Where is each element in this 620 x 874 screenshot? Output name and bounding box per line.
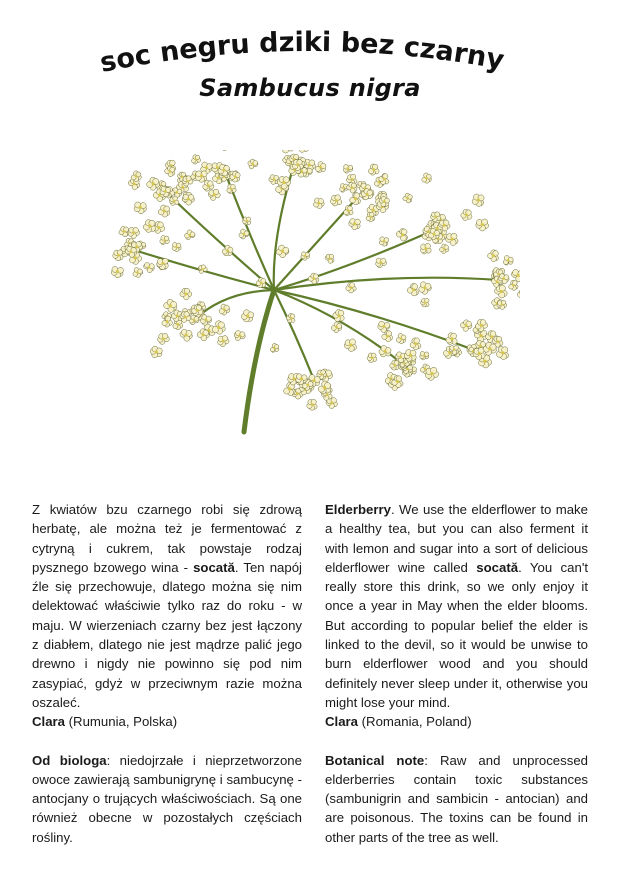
right-column-english bbox=[325, 500, 588, 847]
elder-floret bbox=[234, 331, 245, 341]
signature-pl bbox=[32, 712, 302, 731]
story-term-en: socată bbox=[476, 559, 519, 575]
title-latin: Sambucus nigra bbox=[199, 74, 421, 102]
elder-floret bbox=[347, 182, 357, 193]
elder-floret bbox=[503, 256, 513, 266]
story-label-en: Elderberry bbox=[325, 502, 391, 517]
elder-floret bbox=[330, 195, 341, 206]
elder-floret bbox=[128, 227, 140, 238]
elder-floret bbox=[269, 175, 279, 185]
elder-floret bbox=[227, 184, 236, 193]
elder-floret bbox=[366, 212, 375, 222]
elder-floret bbox=[446, 333, 457, 345]
elder-floret bbox=[133, 268, 143, 278]
arched-title bbox=[0, 0, 620, 80]
elder-floret bbox=[158, 205, 170, 217]
elder-floret bbox=[420, 351, 429, 359]
elder-floret bbox=[446, 233, 458, 245]
elder-floret bbox=[473, 348, 485, 360]
elder-floret bbox=[472, 194, 484, 206]
note-label-pl: Od biologa bbox=[32, 752, 107, 768]
title-romanian: soc negru bbox=[97, 28, 251, 79]
elder-floret bbox=[169, 196, 179, 205]
elder-floret bbox=[297, 150, 310, 152]
story-text-en-2: . You can't really store this drink, so we only enjoy it once a year in May when the elder blooms. But according to popular belief the elder is linked to the devil, so it would be unwise to burn elderflower wood and you should definitely never sleep under it, otherwise you might lose your mind. bbox=[325, 559, 588, 710]
note-label-en: Botanical note bbox=[325, 752, 425, 768]
elder-floret bbox=[180, 329, 192, 341]
elder-floret bbox=[496, 347, 508, 360]
elder-floret bbox=[420, 243, 431, 254]
elder-floret bbox=[200, 315, 211, 326]
elder-floret bbox=[208, 189, 220, 200]
botanical-note-en bbox=[325, 751, 588, 847]
elder-floret bbox=[276, 245, 289, 258]
story-term-pl: socată bbox=[193, 559, 235, 575]
story-text-en-1: . We use the elderflower to make a healthy tea, but you can also ferment it with lemon and sugar into a sort of delicious elderflower wine called bbox=[325, 502, 588, 575]
elder-floret bbox=[248, 159, 258, 169]
biology-note-pl bbox=[32, 751, 302, 847]
elder-floret bbox=[219, 304, 230, 315]
elder-floret bbox=[318, 381, 330, 394]
elder-floret bbox=[197, 329, 209, 341]
elder-floret bbox=[113, 250, 123, 261]
elder-floret bbox=[119, 226, 129, 236]
elder-floret bbox=[219, 150, 229, 151]
elder-floret bbox=[346, 282, 356, 293]
elder-floret bbox=[180, 288, 192, 300]
note-text-pl: : niedojrzałe i nieprzetworzone owoce zawierają sambunigrynę i sambucynę - antocjany o trujących właściwościach. Są one również obecne w pozostałych częściach rośliny. bbox=[32, 752, 302, 845]
elder-floret bbox=[343, 164, 353, 173]
elder-floret bbox=[403, 193, 412, 203]
blossoms bbox=[111, 150, 520, 410]
author-origin-pl: (Rumunia, Polska) bbox=[65, 714, 178, 730]
elder-floret bbox=[325, 254, 334, 263]
elder-floret bbox=[185, 230, 195, 240]
elder-floret bbox=[440, 244, 449, 254]
elder-floret bbox=[461, 209, 472, 220]
elder-floret bbox=[144, 262, 155, 272]
elder-floret bbox=[157, 258, 168, 269]
elderflower-umbel-illustration bbox=[104, 150, 520, 440]
elder-floret bbox=[419, 282, 432, 294]
elder-floret bbox=[350, 192, 361, 204]
elder-floret bbox=[134, 202, 146, 214]
elder-floret bbox=[143, 220, 155, 233]
elder-floret bbox=[344, 339, 356, 352]
elder-floret bbox=[509, 280, 518, 290]
elder-floret bbox=[131, 171, 141, 182]
elder-floret bbox=[376, 258, 387, 268]
elder-floret bbox=[165, 166, 175, 177]
elder-floret bbox=[218, 336, 229, 347]
elder-floret bbox=[333, 310, 344, 322]
elder-floret bbox=[308, 273, 319, 284]
elder-floret bbox=[488, 250, 499, 262]
elder-floret bbox=[331, 322, 342, 333]
elder-floret bbox=[307, 399, 317, 410]
elder-floret bbox=[150, 346, 162, 358]
elder-floret bbox=[281, 150, 294, 153]
elder-floret bbox=[111, 266, 123, 277]
signature-en bbox=[325, 712, 588, 731]
story-text-pl-1: Z kwiatów bzu czarnego robi się zdrową herbatę, ale można też je fermentować z cytryną i cukrem, tak powstaje rodzaj pysznego bzowego wina - bbox=[32, 502, 302, 575]
elder-floret bbox=[349, 218, 361, 229]
elder-floret bbox=[476, 219, 489, 231]
elder-floret bbox=[192, 155, 201, 164]
note-text-en: : Raw and unprocessed elderberries contain toxic substances (sambunigrin and sambicin - antocian) and are poisonous. The toxins can be found in other parts of the tree as well. bbox=[325, 752, 589, 845]
elder-floret bbox=[286, 313, 295, 322]
elder-floret bbox=[241, 310, 253, 322]
story-text-pl-2: . Ten napój źle się przechowuje, dlatego można się nim delektować właściwie tylko raz do roku - w maju. W wierzeniach czarny bez jest łączony z diabłem, dlatego nie jest mądrze palić jego drewno i nigdy nie powinno się pod nim zasypiać, gdyż w przeciwnym razie można oszaleć. bbox=[32, 559, 302, 710]
author-name-en: Clara bbox=[325, 714, 358, 730]
elder-floret bbox=[390, 360, 399, 370]
svg-text:soc negru dziki bez czarny bbox=[97, 27, 506, 79]
elder-floret bbox=[396, 229, 407, 241]
elder-floret bbox=[396, 333, 406, 343]
elder-floret bbox=[368, 164, 379, 175]
title-block bbox=[0, 0, 620, 120]
elder-floret bbox=[212, 321, 225, 334]
elder-floret bbox=[315, 162, 326, 173]
elder-floret bbox=[422, 173, 432, 183]
elder-floret bbox=[421, 298, 429, 307]
elder-floret bbox=[313, 198, 324, 209]
elder-floret bbox=[182, 194, 194, 205]
elder-floret bbox=[407, 283, 418, 295]
elder-floret bbox=[195, 171, 207, 182]
author-origin-en: (Romania, Poland) bbox=[358, 714, 472, 730]
elder-floret bbox=[270, 343, 279, 352]
elder-floret bbox=[410, 338, 421, 350]
elder-floret bbox=[256, 278, 266, 288]
title-polish: dziki bez czarny bbox=[258, 26, 507, 77]
elder-floret bbox=[172, 243, 181, 252]
elder-floret bbox=[160, 236, 170, 245]
elder-floret bbox=[158, 333, 170, 344]
elder-floret bbox=[425, 367, 438, 380]
elderflower-drawing bbox=[104, 150, 520, 440]
story-paragraph-en bbox=[325, 500, 588, 712]
elder-floret bbox=[518, 289, 520, 302]
elder-floret bbox=[203, 180, 214, 191]
story-paragraph-pl bbox=[32, 500, 302, 712]
elder-floret bbox=[460, 320, 472, 332]
author-name-pl: Clara bbox=[32, 714, 65, 730]
elder-floret bbox=[511, 270, 520, 282]
elder-floret bbox=[367, 353, 377, 363]
left-column-polish bbox=[32, 500, 302, 847]
branch-stem bbox=[274, 290, 474, 350]
elder-floret bbox=[379, 237, 388, 246]
elder-floret bbox=[243, 217, 251, 225]
elder-floret bbox=[344, 205, 354, 215]
